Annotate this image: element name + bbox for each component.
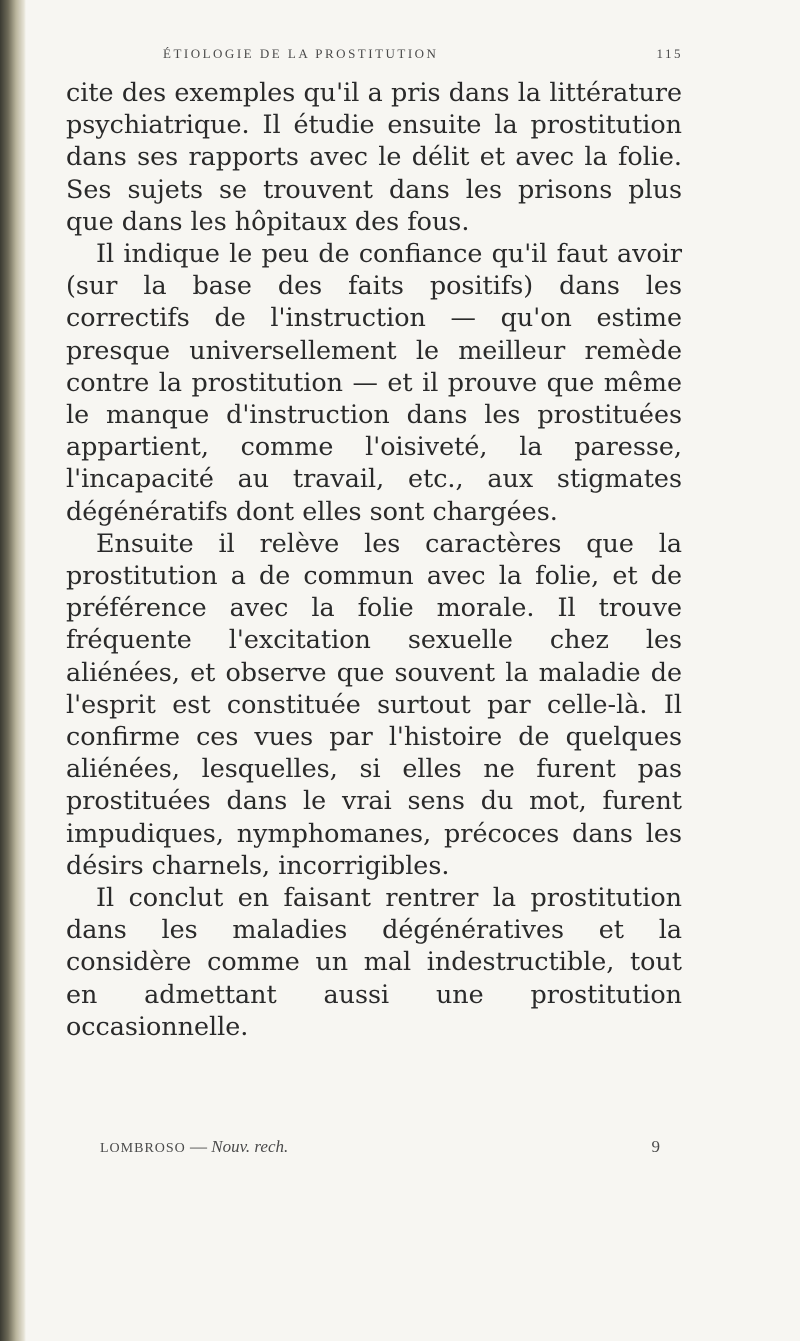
page-body: [66, 76, 682, 1042]
paragraph: Il conclut en faisant rentrer la prostitution dans les maladies dégénératives et la considère comme un mal indestructible, tout en admettant aussi une prostitution occasionnelle.: [66, 882, 682, 1041]
footer-citation: [100, 1137, 288, 1157]
paragraph-continued: cite des exemples qu'il a pris dans la littérature psychiatrique. Il étudie ensuite la prostitution dans ses rapports avec le délit et avec la folie. Ses sujets se trouvent dans les prisons plus que dans les hôpitaux des fous.: [66, 77, 682, 236]
book-binding-edge: [0, 0, 26, 1341]
footer-separator: —: [185, 1137, 212, 1156]
paragraph: Il indique le peu de confiance qu'il faut avoir (sur la base des faits positifs) dans les correctifs de l'instruction — qu'on estime presque universellement le meilleur remède contre la prostitution — et il prouve que même le manque d'instruction dans les prostituées appartient, comme l'oisiveté, la paresse, l'incapacité au travail, etc., aux stigmates dégénératifs dont elles sont chargées.: [66, 238, 682, 526]
page-number: 115: [656, 46, 683, 61]
running-head: [163, 46, 683, 62]
signature-mark: 9: [651, 1137, 660, 1156]
footer-author: LOMBROSO: [100, 1141, 186, 1156]
page-footer: [100, 1137, 660, 1157]
paragraph: Ensuite il relève les caractères que la prostitution a de commun avec la folie, et de préférence avec la folie morale. Il trouve fréquente l'excitation sexuelle chez les aliénées, et observe que souvent la maladie de l'esprit est constituée surtout par celle-là. Il confirme ces vues par l'histoire de quelques aliénées, lesquelles, si elles ne furent pas prostituées dans le vrai sens du mot, furent impudiques, nymphomanes, précoces dans les désirs charnels, incorrigibles.: [66, 527, 682, 880]
running-head-title: ÉTIOLOGIE DE LA PROSTITUTION: [163, 46, 439, 61]
footer-title: Nouv. rech.: [211, 1137, 289, 1156]
